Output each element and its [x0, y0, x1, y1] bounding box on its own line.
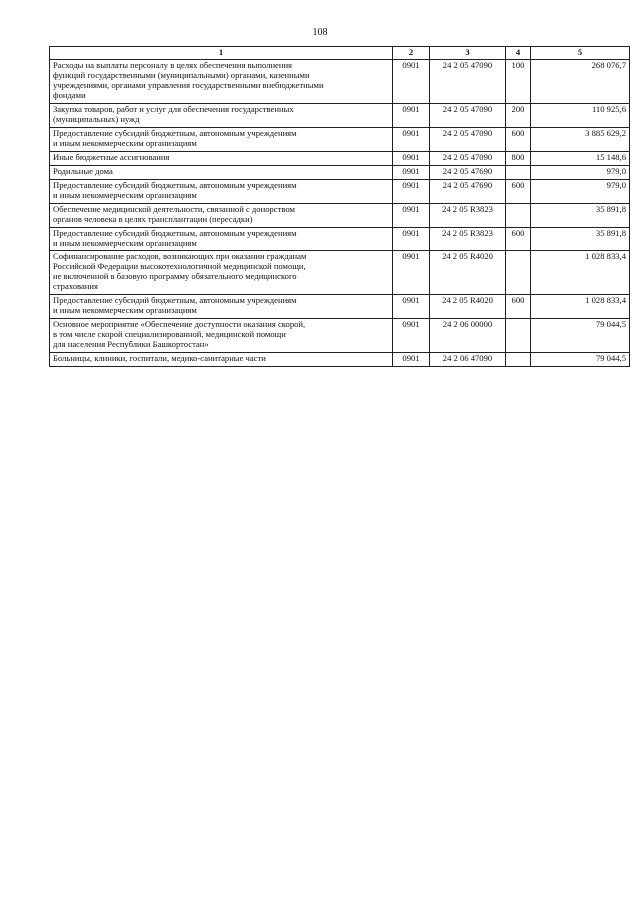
- row-expense-type: 600: [506, 127, 531, 151]
- description-line: для населения Республики Башкортостан»: [53, 339, 209, 350]
- row-target-article: 24 2 05 47090: [430, 151, 506, 165]
- row-target-article: 24 2 05 R3823: [430, 203, 506, 227]
- description-line: Родильные дома: [53, 165, 113, 176]
- row-code: 0901: [393, 151, 430, 165]
- row-target-article: 24 2 05 47090: [430, 127, 506, 151]
- row-amount: 79 044,5: [531, 353, 630, 367]
- row-code: 0901: [393, 179, 430, 203]
- description-line: Иные бюджетные ассигнования: [53, 151, 170, 162]
- table-header-row: [50, 47, 630, 60]
- row-target-article: 24 2 05 47090: [430, 59, 506, 103]
- header-col-2: 2: [393, 47, 430, 60]
- description-line: Закупка товаров, работ и услуг для обеспечения государственных: [53, 103, 294, 114]
- row-description: [50, 165, 393, 179]
- row-target-article: 24 2 05 R4020: [430, 295, 506, 319]
- row-description: [50, 295, 393, 319]
- row-expense-type: 200: [506, 103, 531, 127]
- description-line: Предоставление субсидий бюджетным, автономным учреждениям: [53, 127, 297, 138]
- row-code: 0901: [393, 165, 430, 179]
- row-expense-type: [506, 319, 531, 353]
- table-row: [50, 353, 630, 367]
- table-row: [50, 103, 630, 127]
- row-expense-type: 100: [506, 59, 531, 103]
- description-line: Обеспечение медицинской деятельности, связанной с донорством: [53, 203, 295, 214]
- row-description: [50, 227, 393, 251]
- row-expense-type: [506, 353, 531, 367]
- row-description: [50, 251, 393, 295]
- row-amount: 79 044,5: [531, 319, 630, 353]
- row-code: 0901: [393, 103, 430, 127]
- row-target-article: 24 2 06 47090: [430, 353, 506, 367]
- table-row: [50, 295, 630, 319]
- budget-table: [49, 46, 630, 367]
- header-col-5: 5: [531, 47, 630, 60]
- row-amount: 110 925,6: [531, 103, 630, 127]
- row-expense-type: [506, 203, 531, 227]
- description-line: органов человека в целях трансплантации (пересадки): [53, 213, 253, 224]
- row-expense-type: 600: [506, 227, 531, 251]
- row-code: 0901: [393, 227, 430, 251]
- row-description: [50, 103, 393, 127]
- row-target-article: 24 2 06 00000: [430, 319, 506, 353]
- description-line: Расходы на выплаты персоналу в целях обеспечения выполнения: [53, 59, 293, 70]
- page-number: 108: [312, 27, 328, 38]
- description-line: страхования: [53, 281, 98, 292]
- description-line: Софинансирование расходов, возникающих при оказании гражданам: [53, 251, 307, 262]
- row-amount: 35 891,8: [531, 203, 630, 227]
- description-line: не включенной в базовую программу обязательного медицинского: [53, 271, 297, 282]
- row-expense-type: [506, 165, 531, 179]
- table-row: [50, 127, 630, 151]
- row-amount: 15 148,6: [531, 151, 630, 165]
- row-amount: 1 028 833,4: [531, 251, 630, 295]
- description-line: Предоставление субсидий бюджетным, автономным учреждениям: [53, 179, 297, 190]
- table-row: [50, 151, 630, 165]
- description-line: (муниципальных) нужд: [53, 113, 140, 124]
- description-line: Предоставление субсидий бюджетным, автономным учреждениям: [53, 295, 297, 306]
- row-expense-type: [506, 251, 531, 295]
- row-target-article: 24 2 05 47090: [430, 103, 506, 127]
- row-amount: 979,0: [531, 179, 630, 203]
- description-line: в том числе скорой специализированной, медицинской помощи: [53, 329, 286, 340]
- description-line: Больницы, клиники, госпитали, медико-санитарные части: [53, 353, 266, 364]
- header-col-1: 1: [50, 47, 393, 60]
- row-expense-type: 600: [506, 295, 531, 319]
- description-line: фондами: [53, 89, 86, 100]
- row-amount: 268 076,7: [531, 59, 630, 103]
- row-target-article: 24 2 05 47690: [430, 165, 506, 179]
- table-row: [50, 179, 630, 203]
- row-description: [50, 59, 393, 103]
- description-line: и иным некоммерческим организациям: [53, 137, 197, 148]
- row-amount: 1 028 833,4: [531, 295, 630, 319]
- row-expense-type: 600: [506, 179, 531, 203]
- description-line: и иным некоммерческим организациям: [53, 305, 197, 316]
- row-target-article: 24 2 05 R3823: [430, 227, 506, 251]
- table-row: [50, 251, 630, 295]
- row-code: 0901: [393, 251, 430, 295]
- row-amount: 979,0: [531, 165, 630, 179]
- row-target-article: 24 2 05 47690: [430, 179, 506, 203]
- row-code: 0901: [393, 127, 430, 151]
- row-description: [50, 353, 393, 367]
- table-row: [50, 165, 630, 179]
- description-line: и иным некоммерческим организациям: [53, 189, 197, 200]
- row-description: [50, 203, 393, 227]
- row-code: 0901: [393, 295, 430, 319]
- row-target-article: 24 2 05 R4020: [430, 251, 506, 295]
- description-line: Предоставление субсидий бюджетным, автономным учреждениям: [53, 227, 297, 238]
- header-col-3: 3: [430, 47, 506, 60]
- description-line: функций государственными (муниципальными) органами, казенными: [53, 69, 310, 80]
- table-body: [50, 59, 630, 366]
- row-code: 0901: [393, 353, 430, 367]
- row-code: 0901: [393, 203, 430, 227]
- table-row: [50, 203, 630, 227]
- table-row: [50, 227, 630, 251]
- description-line: Основное мероприятие «Обеспечение доступности оказания скорой,: [53, 319, 306, 330]
- description-line: учреждениями, органами управления государственными внебюджетными: [53, 79, 324, 90]
- description-line: и иным некоммерческим организациям: [53, 237, 197, 248]
- table-row: [50, 59, 630, 103]
- description-line: Российской Федерации высокотехнологичной медицинской помощи,: [53, 261, 306, 272]
- row-expense-type: 800: [506, 151, 531, 165]
- row-code: 0901: [393, 59, 430, 103]
- row-description: [50, 151, 393, 165]
- row-description: [50, 319, 393, 353]
- row-amount: 3 885 629,2: [531, 127, 630, 151]
- header-col-4: 4: [506, 47, 531, 60]
- row-amount: 35 891,8: [531, 227, 630, 251]
- row-description: [50, 179, 393, 203]
- table-row: [50, 319, 630, 353]
- row-description: [50, 127, 393, 151]
- row-code: 0901: [393, 319, 430, 353]
